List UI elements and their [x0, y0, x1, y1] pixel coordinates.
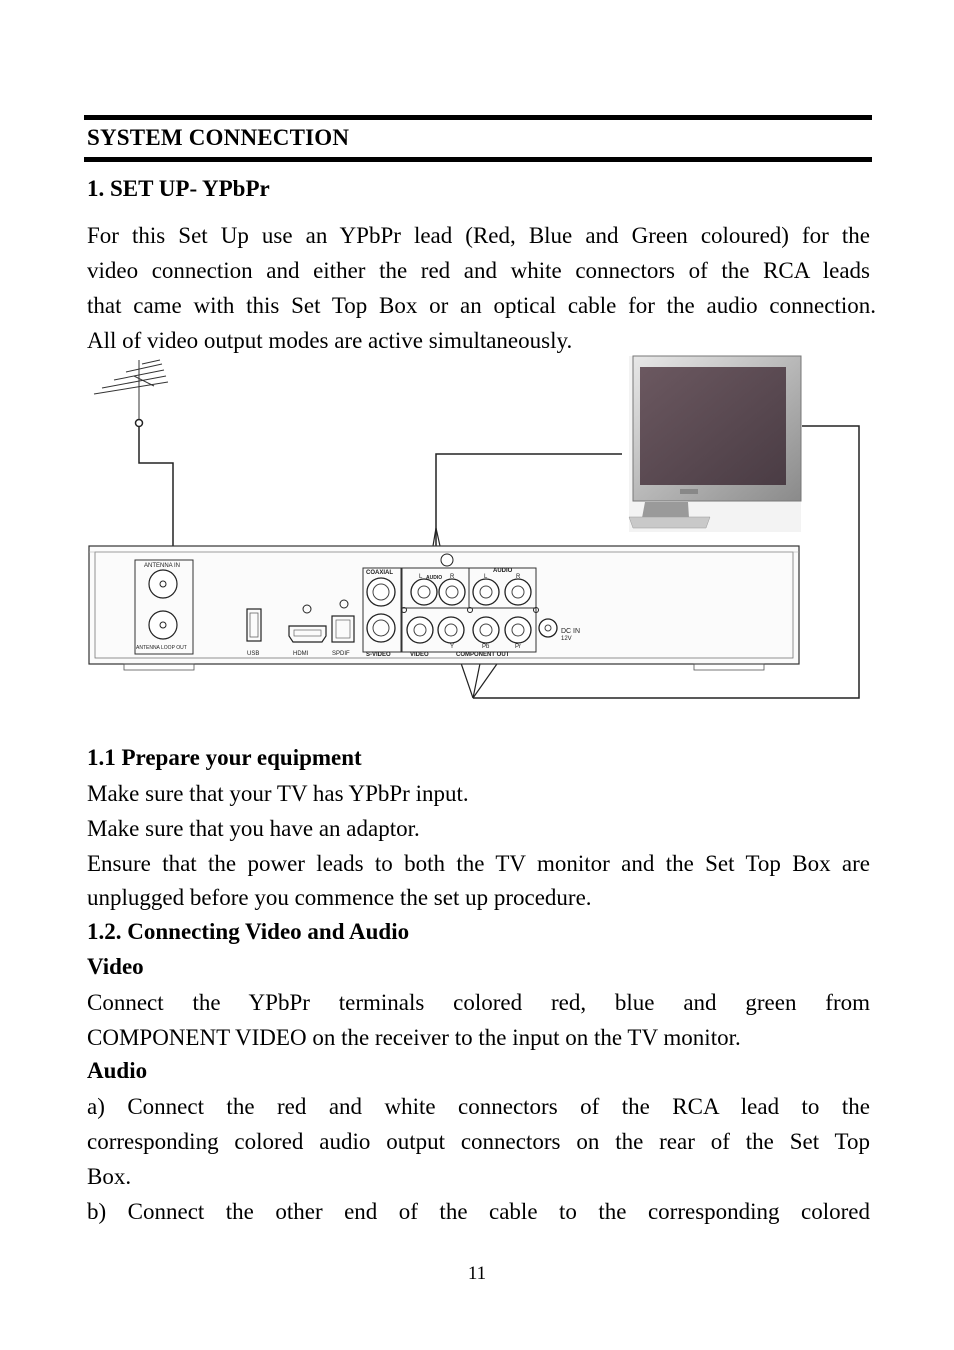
label-l2: L: [484, 574, 488, 580]
setup-heading: 1. SET UP- YPbPr: [87, 176, 270, 201]
label-audio-top: AUDIO: [493, 568, 513, 574]
label-antenna-loop-out: ANTENNA LOOP OUT: [136, 645, 187, 651]
label-y: Y: [450, 644, 455, 650]
label-component-out: COMPONENT OUT: [456, 652, 510, 658]
intro-line-3: that came with this Set Top Box or an optical cable for the audio connection.: [87, 293, 876, 318]
label-dc-volt: 12V: [561, 636, 572, 642]
label-l1: L: [419, 574, 423, 580]
page-number: 11: [467, 1263, 487, 1284]
label-audio-left: AUDIO: [426, 575, 443, 581]
audio-line-2: corresponding colored audio output connectors on the rear of the Set Top: [87, 1129, 870, 1154]
label-r1: R: [450, 574, 455, 580]
section-title: SYSTEM CONNECTION: [87, 125, 350, 150]
prepare-line-2: Make sure that you have an adaptor.: [87, 816, 420, 841]
video-line-2: COMPONENT VIDEO on the receiver to the input on the TV monitor.: [87, 1025, 741, 1050]
tv-monitor: [629, 356, 801, 532]
component-y-jack: [438, 617, 464, 643]
connecting-heading: 1.2. Connecting Video and Audio: [87, 919, 410, 944]
prepare-line-4: unplugged before you commence the set up procedure.: [87, 885, 592, 910]
label-hdmi: HDMI: [293, 651, 309, 657]
label-dc-in: DC IN: [561, 628, 581, 635]
audio-line-4: b) Connect the other end of the cable to the corresponding colored: [87, 1199, 870, 1224]
audio-heading: Audio: [87, 1058, 148, 1083]
video-jack: [407, 617, 433, 643]
video-heading: Video: [87, 954, 144, 979]
set-top-box-rear-panel: [89, 546, 799, 670]
label-video: VIDEO: [410, 652, 429, 658]
video-line-1: Connect the YPbPr terminals colored red, blue and green from: [87, 990, 870, 1015]
audio-r-jack-2: [505, 579, 531, 605]
prepare-line-1: Make sure that your TV has YPbPr input.: [87, 781, 469, 806]
component-pr-jack: [505, 617, 531, 643]
component-pb-jack: [473, 617, 499, 643]
label-antenna-in: ANTENNA IN: [144, 563, 181, 569]
intro-line-2: video connection and either the red and white connectors of the RCA leads: [87, 258, 870, 283]
audio-cable-to-tv: [436, 454, 622, 559]
connection-diagram: [84, 352, 874, 712]
antenna-icon: [94, 360, 168, 427]
prepare-heading: 1.1 Prepare your equipment: [87, 745, 362, 770]
audio-l-jack-1: [411, 579, 437, 605]
audio-line-1: a) Connect the red and white connectors of the RCA lead to the: [87, 1094, 870, 1119]
coaxial-jack: [367, 578, 395, 606]
intro-line-1: For this Set Up use an YPbPr lead (Red, Blue and Green coloured) for the: [87, 223, 870, 248]
top-rule: [84, 115, 872, 120]
label-usb: USB: [247, 651, 260, 657]
label-svideo: S-VIDEO: [366, 652, 391, 658]
audio-line-3: Box.: [87, 1164, 132, 1189]
dc-in-jack: [539, 619, 557, 637]
label-coaxial: COAXIAL: [366, 570, 393, 576]
prepare-line-3: Ensure that the power leads to both the TV monitor and the Set Top Box are: [87, 851, 870, 876]
label-spdif: SPDIF: [332, 651, 350, 657]
title-underline: [84, 157, 872, 162]
label-pr: Pr: [515, 644, 521, 650]
label-r2: R: [516, 574, 521, 580]
audio-l-jack-2: [473, 579, 499, 605]
label-pb: Pb: [482, 644, 490, 650]
intro-line-4: All of video output modes are active simultaneously.: [87, 328, 573, 353]
audio-r-jack-1: [439, 579, 465, 605]
svideo-jack: [367, 614, 395, 642]
